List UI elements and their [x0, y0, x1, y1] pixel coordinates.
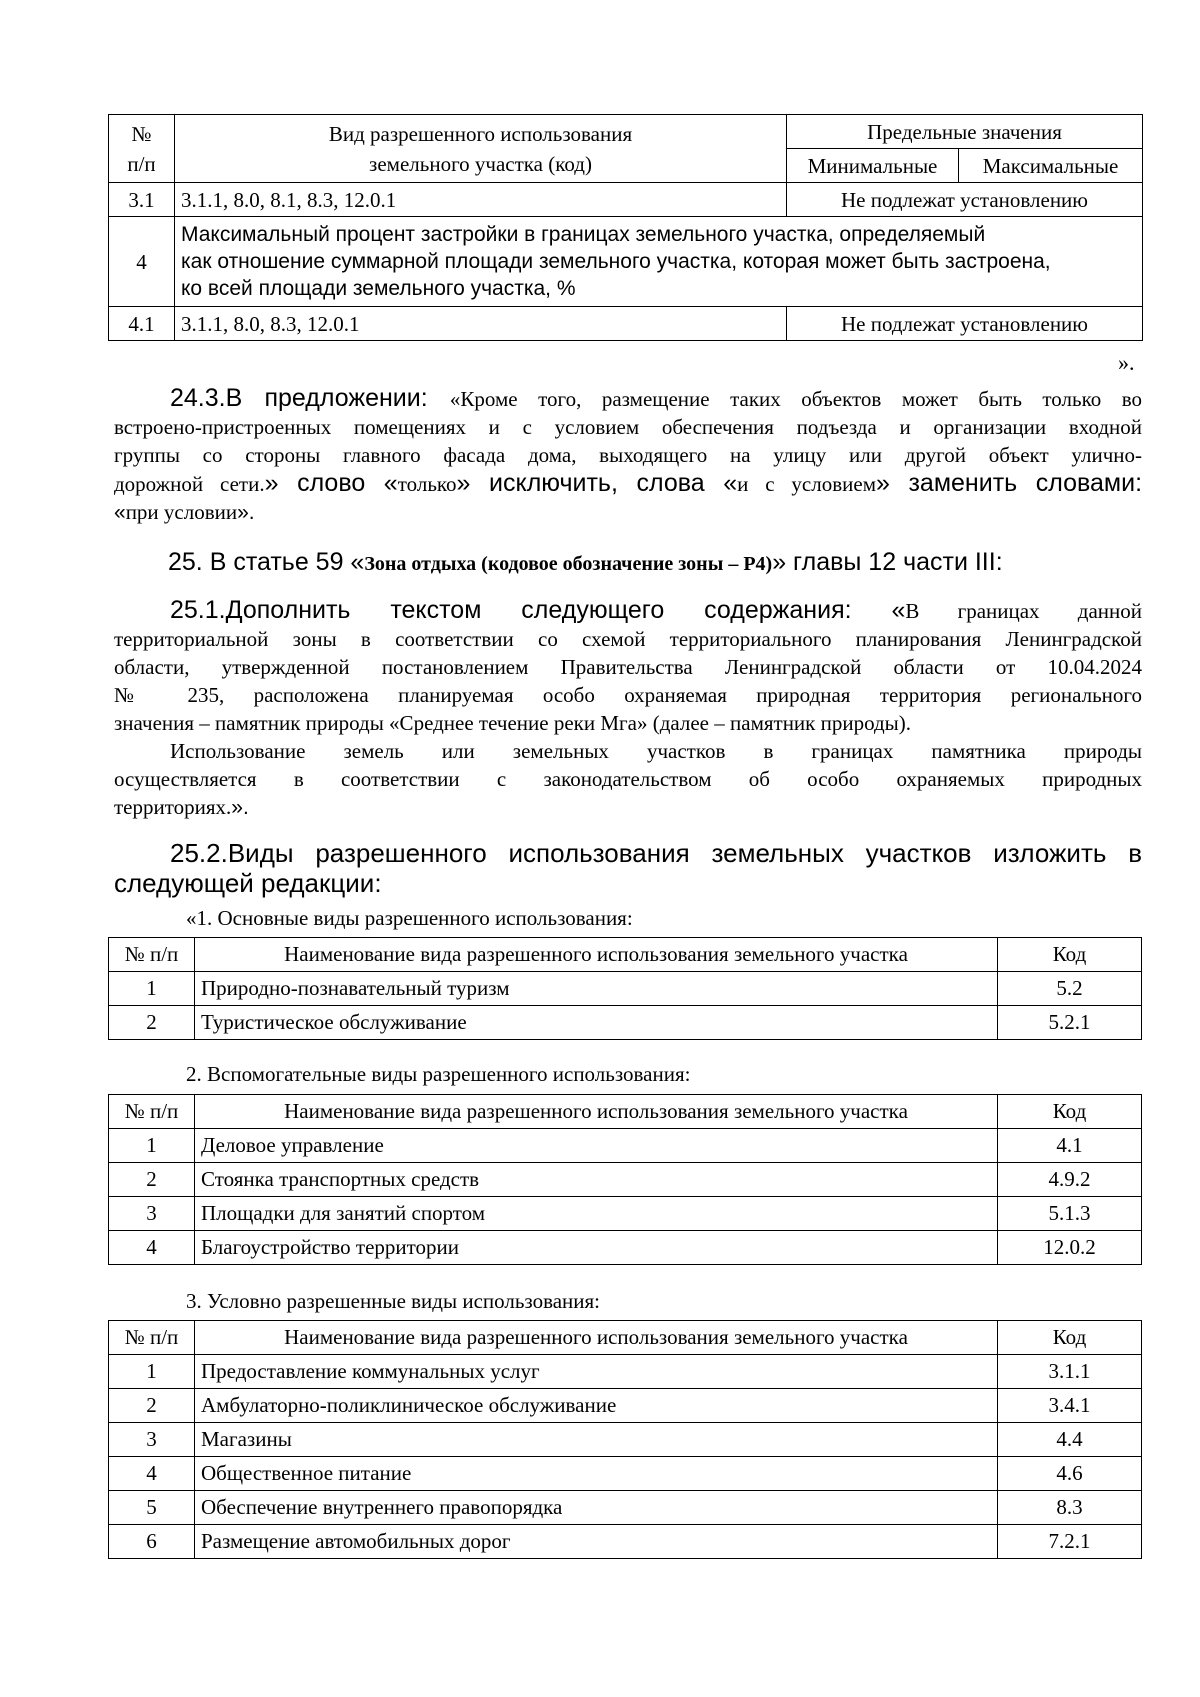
header-num: № п/п [109, 1321, 195, 1355]
row-name: Обеспечение внутреннего правопорядка [195, 1491, 998, 1525]
row-code: 4.4 [998, 1423, 1142, 1457]
header-num: № п/п [109, 115, 175, 183]
text-span: 25. В статье 59 « [168, 548, 365, 576]
text-line [114, 596, 1142, 625]
row-codes: 3.1.1, 8.0, 8.1, 8.3, 12.0.1 [175, 183, 787, 217]
text-span: дорожной сети. [114, 472, 265, 496]
row-name: Туристическое обслуживание [195, 1006, 998, 1040]
row-code: 8.3 [998, 1491, 1142, 1525]
text-span: 24.3.В предложении: [170, 384, 450, 412]
text-line [114, 793, 1142, 822]
row-code: 3.1.1 [998, 1355, 1142, 1389]
conditional-uses-caption: 3. Условно разрешенные виды использования: [186, 1289, 601, 1313]
text-span: только [397, 472, 457, 496]
row-num: 3 [109, 1423, 195, 1457]
row-code: 4.6 [998, 1457, 1142, 1491]
row-name: Благоустройство территории [195, 1231, 998, 1265]
row-code: 4.9.2 [998, 1163, 1142, 1197]
row-name: Размещение автомобильных дорог [195, 1525, 998, 1559]
header-name: Наименование вида разрешенного использования земельного участка [195, 938, 998, 972]
aux-uses-table [108, 1094, 1142, 1265]
header-name: Наименование вида разрешенного использования земельного участка [195, 1321, 998, 1355]
desc-line: ко всей площади земельного участка, % [181, 277, 576, 300]
table-row [109, 217, 1143, 307]
row-name: Площадки для занятий спортом [195, 1197, 998, 1231]
header-code: Код [998, 1321, 1142, 1355]
table-row [109, 1423, 1142, 1457]
row-code: 5.1.3 [998, 1197, 1142, 1231]
text-span: « [114, 501, 126, 524]
paragraph-25-1 [114, 596, 1142, 822]
text-span: » исключить, слова « [456, 469, 738, 497]
row-num: 4 [109, 217, 175, 307]
table-row [109, 1525, 1142, 1559]
row-name: Общественное питание [195, 1457, 998, 1491]
aux-uses-caption: 2. Вспомогательные виды разрешенного использования: [186, 1062, 691, 1086]
table-row [109, 1006, 1142, 1040]
row-num: 4 [109, 1231, 195, 1265]
paragraph-24-3 [114, 384, 1142, 527]
text-span: » главы 12 части III: [772, 548, 1003, 576]
row-name: Деловое управление [195, 1129, 998, 1163]
row-description [175, 217, 1143, 307]
main-uses-table [108, 937, 1142, 1040]
header-code: Код [998, 938, 1142, 972]
text-line: группы со стороны главного фасада дома, выходящего на улицу или другой объект улично- [114, 443, 1142, 467]
row-num: 5 [109, 1491, 195, 1525]
header-max: Максимальные [959, 149, 1143, 183]
limits-table [108, 114, 1143, 341]
text-span: ». [237, 501, 255, 524]
desc-line: как отношение суммарной площади земельного участка, которая может быть застроена, [181, 250, 1051, 273]
text-line: значения – памятник природы «Среднее течение реки Мга» (далее – памятник природы). [114, 711, 912, 735]
row-code: 5.2 [998, 972, 1142, 1006]
row-num: 3 [109, 1197, 195, 1231]
paragraph-25-2 [114, 838, 1142, 898]
text-line: встроено-пристроенных помещениях и с условием обеспечения подъезда и организации входной [114, 415, 1142, 439]
row-name: Предоставление коммунальных услуг [195, 1355, 998, 1389]
text-line: 25.2.Виды разрешенного использования земельных участков изложить в [170, 838, 1142, 868]
closing-quote: ». [1118, 350, 1135, 375]
text-line [114, 469, 1142, 498]
table-row [109, 1163, 1142, 1197]
row-num: 4.1 [109, 307, 175, 341]
table-row [109, 972, 1142, 1006]
row-num: 1 [109, 1129, 195, 1163]
row-num: 6 [109, 1525, 195, 1559]
header-num: № п/п [109, 938, 195, 972]
table-header-row [109, 1095, 1142, 1129]
text-span: » заменить словами: [876, 469, 1143, 497]
table-header-row [109, 1321, 1142, 1355]
table-header-row [109, 938, 1142, 972]
row-name: Природно-познавательный туризм [195, 972, 998, 1006]
row-value: Не подлежат установлению [787, 183, 1143, 217]
table-row [109, 307, 1143, 341]
row-num: 1 [109, 972, 195, 1006]
text-span: «Кроме того, размещение таких объектов может быть только во [449, 387, 1142, 411]
row-num: 2 [109, 1389, 195, 1423]
row-num: 2 [109, 1006, 195, 1040]
row-code: 5.2.1 [998, 1006, 1142, 1040]
row-codes: 3.1.1, 8.0, 8.3, 12.0.1 [175, 307, 787, 341]
row-value: Не подлежат установлению [787, 307, 1143, 341]
text-span: В границах данной [905, 599, 1142, 623]
text-line: Использование земель или земельных участков в границах памятника природы [170, 739, 1142, 763]
zone-name: Зона отдыха (кодовое обозначение зоны – Р4) [364, 553, 773, 575]
table-row [109, 1197, 1142, 1231]
header-code: Код [998, 1095, 1142, 1129]
header-usage: Вид разрешенного использования земельного участка (код) [175, 115, 787, 183]
table-row [109, 1231, 1142, 1265]
row-name: Стоянка транспортных средств [195, 1163, 998, 1197]
text-span: » слово « [264, 469, 398, 497]
text-line: территориальной зоны в соответствии со схемой территориального планирования Ленинградской [114, 627, 1142, 651]
text-line [114, 384, 1142, 413]
text-line [114, 498, 1142, 527]
text-span: ». [231, 796, 249, 819]
text-line: осуществляется в соответствии с законодательством об особо охраняемых природных [114, 767, 1142, 791]
text-span: при условии [125, 500, 238, 524]
table-row [109, 183, 1143, 217]
table-row [109, 1491, 1142, 1525]
text-span: 25.1.Дополнить текстом следующего содержания: « [170, 596, 906, 624]
row-code: 12.0.2 [998, 1231, 1142, 1265]
paragraph-25 [168, 548, 1003, 577]
table-row [109, 1355, 1142, 1389]
text-span: территориях. [114, 795, 232, 819]
text-line: области, утвержденной постановлением Правительства Ленинградской области от 10.04.2024 [114, 655, 1142, 679]
table-row [109, 1389, 1142, 1423]
header-num: № п/п [109, 1095, 195, 1129]
table-row [109, 1457, 1142, 1491]
text-span: и с условием [737, 472, 876, 496]
conditional-uses-table [108, 1320, 1142, 1559]
row-name: Магазины [195, 1423, 998, 1457]
row-num: 4 [109, 1457, 195, 1491]
row-num: 3.1 [109, 183, 175, 217]
row-num: 1 [109, 1355, 195, 1389]
header-name: Наименование вида разрешенного использования земельного участка [195, 1095, 998, 1129]
text-line: № 235, расположена планируемая особо охраняемая природная территория регионального [114, 683, 1142, 707]
row-code: 3.4.1 [998, 1389, 1142, 1423]
row-code: 4.1 [998, 1129, 1142, 1163]
desc-line: Максимальный процент застройки в границах земельного участка, определяемый [181, 223, 986, 246]
text-line: следующей редакции: [114, 868, 382, 898]
row-code: 7.2.1 [998, 1525, 1142, 1559]
header-min: Минимальные [787, 149, 959, 183]
header-limits: Предельные значения [787, 115, 1143, 149]
table-row [109, 1129, 1142, 1163]
row-num: 2 [109, 1163, 195, 1197]
main-uses-caption: «1. Основные виды разрешенного использования: [186, 906, 633, 930]
row-name: Амбулаторно-поликлиническое обслуживание [195, 1389, 998, 1423]
